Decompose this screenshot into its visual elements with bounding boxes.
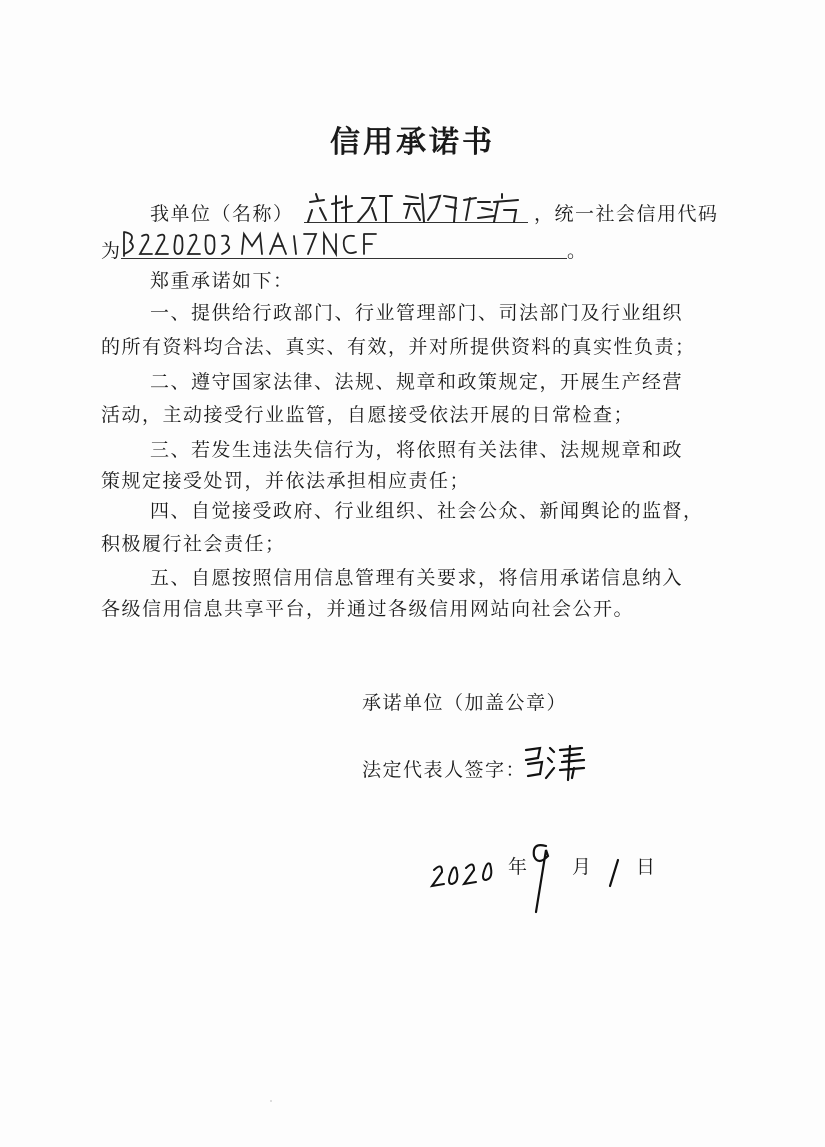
clause-5-line-1: 五、自愿按照信用信息管理有关要求，将信用承诺信息纳入	[150, 567, 684, 589]
scan-artifact	[270, 1100, 272, 1102]
clause-1-line-2: 的所有资料均合法、真实、有效，并对所提供资料的真实性负责；	[101, 336, 696, 358]
clause-3-line-1: 三、若发生违法失信行为，将依照有关法律、法规规章和政	[150, 439, 684, 461]
date-year-unit: 年	[508, 856, 529, 878]
document-title: 信用承诺书	[330, 125, 495, 160]
intro-suffix: ，统一社会信用代码	[534, 203, 719, 225]
legal-representative-signature	[522, 742, 592, 788]
sealing-unit-label: 承诺单位（加盖公章）	[362, 692, 568, 714]
clause-2-line-2: 活动，主动接受行业监管，自愿接受依法开展的日常检查；	[101, 404, 635, 426]
date-month-handwriting	[524, 838, 558, 922]
intro-prefix: 我单位（名称）	[150, 203, 294, 225]
clause-1-line-1: 一、提供给行政部门、行业管理部门、司法部门及行业组织	[150, 302, 684, 324]
promise-heading: 郑重承诺如下：	[150, 270, 294, 292]
clause-2-line-1: 二、遵守国家法律、法规、规章和政策规定，开展生产经营	[150, 371, 684, 393]
date-year-handwriting	[430, 858, 498, 896]
clause-5-line-2: 各级信用信息共享平台，并通过各级信用网站向社会公开。	[101, 598, 635, 620]
credit-code-handwriting	[120, 226, 380, 266]
code-suffix: 。	[567, 240, 588, 262]
date-day-handwriting	[604, 856, 624, 894]
code-prefix: 为	[101, 240, 122, 262]
clause-4-line-1: 四、自觉接受政府、行业组织、社会公众、新闻舆论的监督，	[150, 500, 704, 522]
clause-3-line-2: 策规定接受处罚，并依法承担相应责任；	[101, 470, 471, 492]
clause-4-line-2: 积极履行社会责任；	[101, 533, 286, 555]
date-day-unit: 日	[636, 856, 657, 878]
date-month-unit: 月	[572, 856, 593, 878]
legal-representative-label: 法定代表人签字：	[362, 759, 527, 781]
